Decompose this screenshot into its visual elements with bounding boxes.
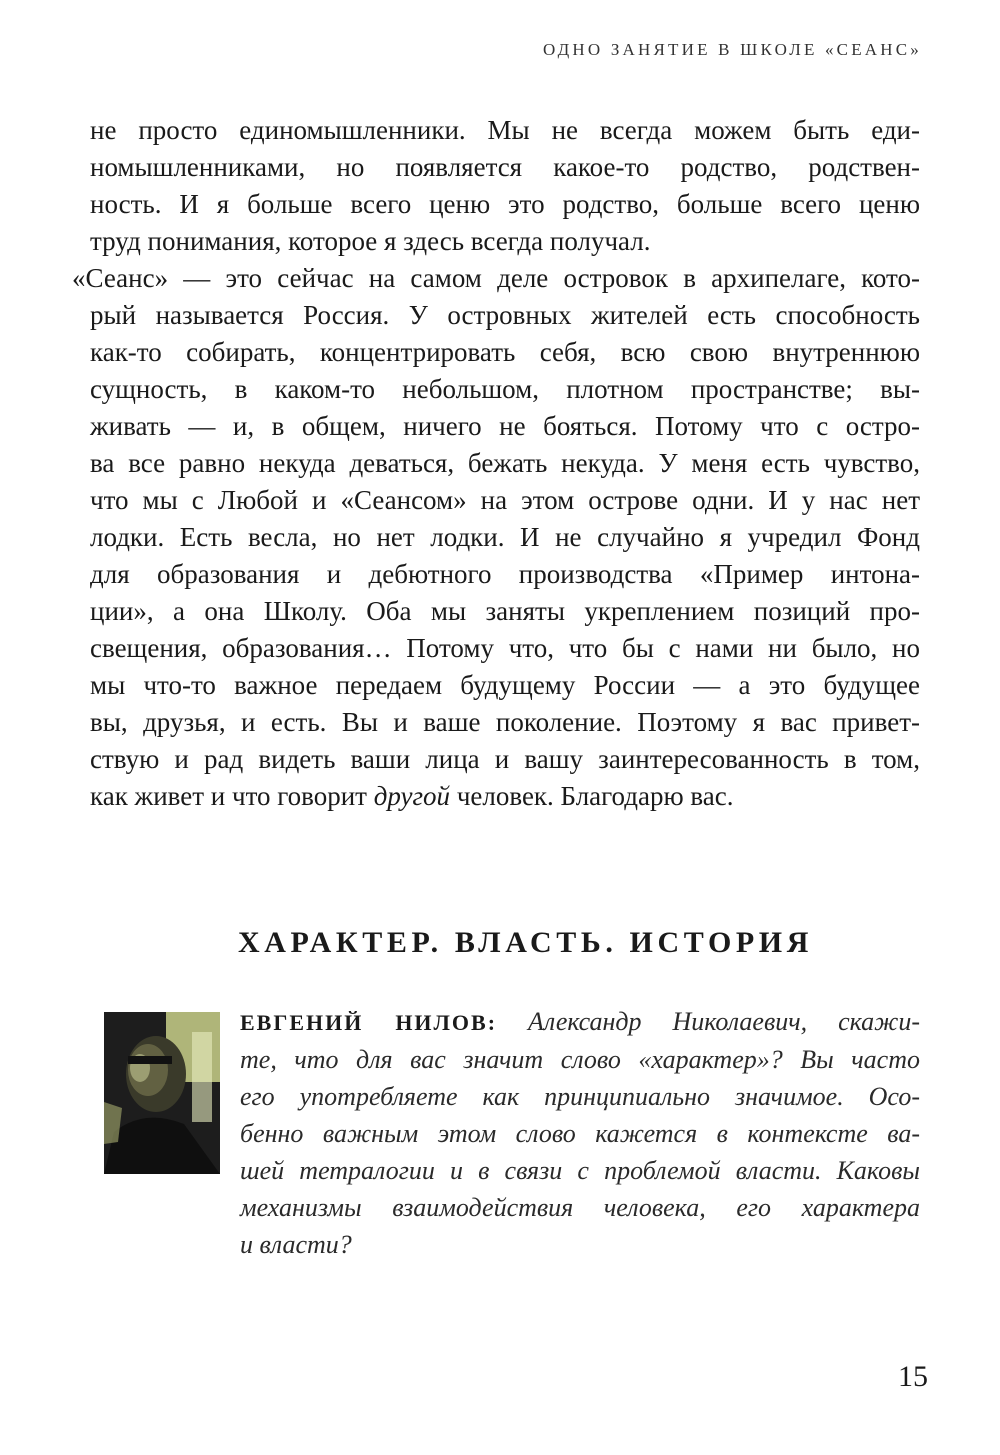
question-line: его употребляете как принципиально значимое. Осо- [240,1082,920,1111]
question-line: и власти? [240,1230,352,1259]
question-line: бенно важным этом слово кажется в контексте ва- [240,1119,920,1148]
text-line: сущность, в каком-то небольшом, плотном пространстве; вы- [90,374,920,404]
interview-question [240,1003,920,1263]
portrait-photo-icon [104,1012,220,1174]
text-emphasis: другой [373,781,451,811]
question-line: те, что для вас значит слово «характер»? Вы часто [240,1045,920,1074]
text-line: номышленниками, но появляется какое-то родство, родствен- [90,152,920,182]
text-line: ции», а она Школу. Оба мы заняты укреплением позиций про- [90,596,920,626]
text-line: ва все равно некуда деваться, бежать некуда. У меня есть чувство, [90,448,920,478]
text-line: лодки. Есть весла, но нет лодки. И не случайно я учредил Фонд [90,522,920,552]
text-line: «Сеанс» — это сейчас на самом деле островок в архипелаге, кото- [72,263,920,293]
text-line: труд понимания, которое я здесь всегда получал. [90,226,651,256]
question-line [240,1003,920,1041]
section-title: ХАРАКТЕР. ВЛАСТЬ. ИСТОРИЯ [238,926,814,959]
text-line: мы что-то важное передаем будущему России — а это будущее [90,670,920,700]
body-text [72,112,920,815]
question-line: механизмы взаимодействия человека, его характера [240,1193,920,1222]
text-line: как-то собирать, концентрировать себя, всю свою внутреннюю [90,337,920,367]
text-line: что мы с Любой и «Сеансом» на этом острове одни. И у нас нет [90,485,920,515]
text-line: для образования и дебютного производства «Пример интона- [90,559,920,589]
text-segment: Александр Николаевич, скажи- [497,1007,920,1036]
text-line: не просто единомышленники. Мы не всегда можем быть еди- [90,115,920,145]
text-line: рый называется Россия. У островных жителей есть способность [90,300,920,330]
running-head: ОДНО ЗАНЯТИЕ В ШКОЛЕ «СЕАНС» [543,40,922,59]
text-line: вы, друзья, и есть. Вы и ваше поколение. Поэтому я вас привет- [90,707,920,737]
text-segment: человек. Благодарю вас. [450,781,734,811]
text-line: ствую и рад видеть ваши лица и вашу заинтересованность в том, [90,744,920,774]
speaker-portrait-image [104,1012,220,1174]
text-line: ность. И я больше всего ценю это родство, больше всего ценю [90,189,920,219]
text-line: живать — и, в общем, ничего не бояться. Потому что с остро- [90,411,920,441]
question-line: шей тетралогии и в связи с проблемой власти. Каковы [240,1156,920,1185]
page-number: 15 [898,1360,928,1393]
text-line: свещения, образования… Потому что, что бы с нами ни было, но [90,633,920,663]
text-segment: как живет и что говорит [90,781,374,811]
speaker-name: ЕВГЕНИЙ НИЛОВ: [240,1010,498,1035]
text-line [90,778,920,815]
